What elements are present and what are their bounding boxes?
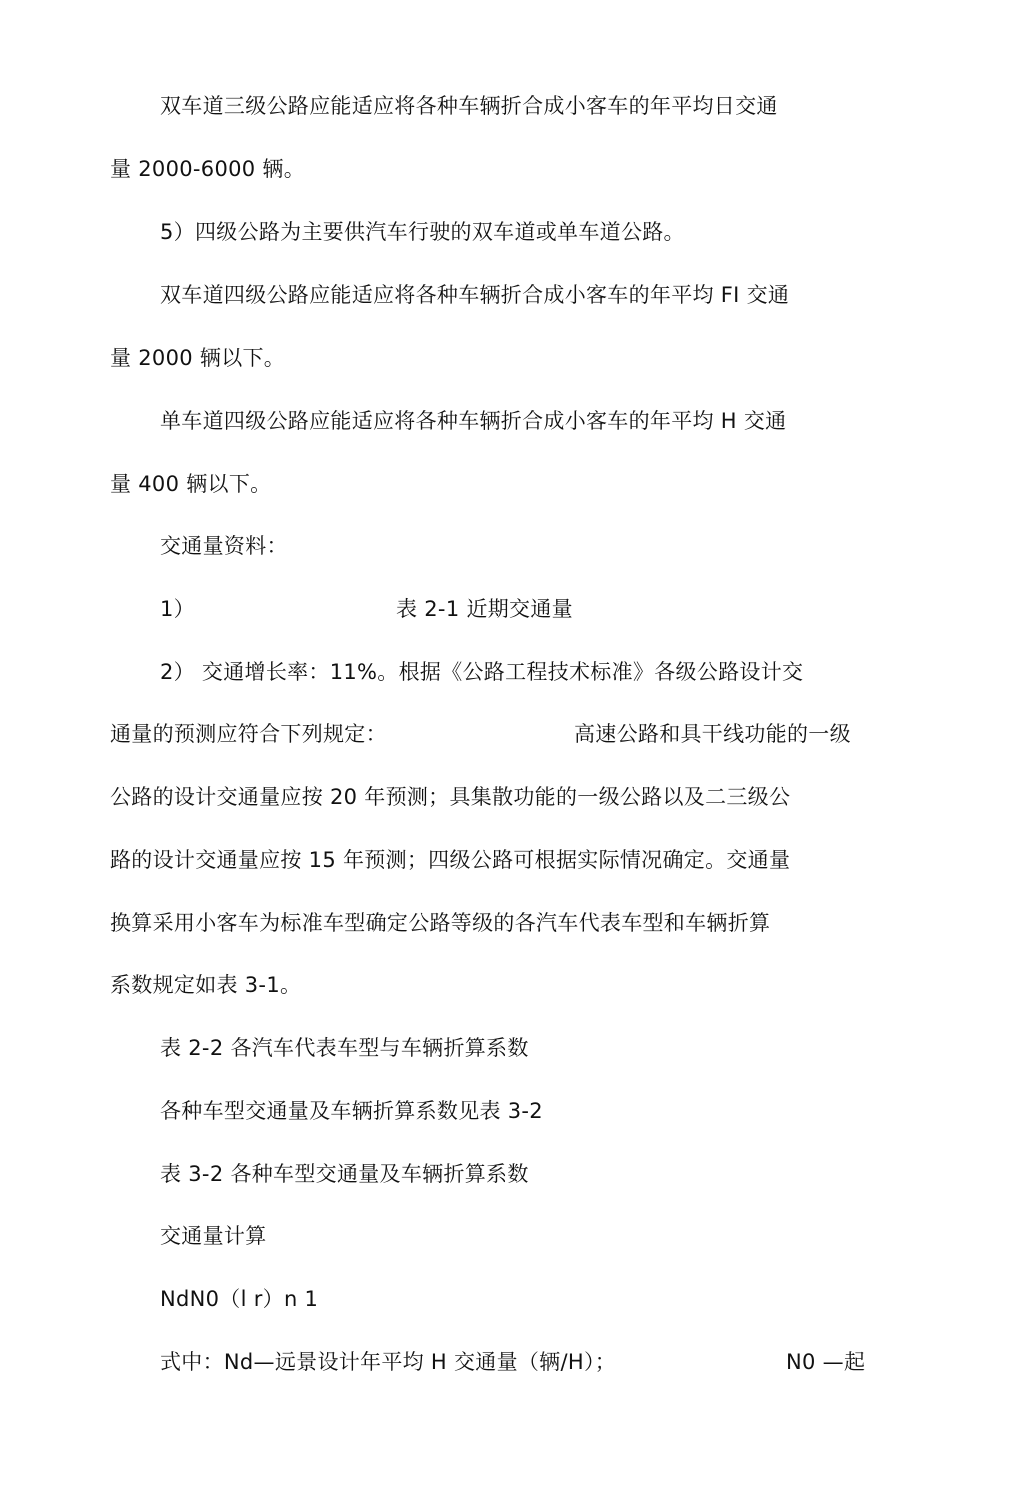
table-caption: 表 3-2 各种车型交通量及车辆折算系数 <box>160 1162 529 1186</box>
paragraph-line: 5）四级公路为主要供汽车行驶的双车道或单车道公路。 <box>160 220 685 244</box>
formula: NdN0（l r）n 1 <box>160 1287 319 1311</box>
paragraph-line: 交通量资料： <box>160 534 288 558</box>
paragraph-line: 高速公路和具干线功能的一级 <box>574 722 851 746</box>
paragraph-line: N0 —起 <box>786 1350 866 1374</box>
paragraph-line: 式中：Nd—远景设计年平均 H 交通量（辆/H）； <box>160 1350 617 1374</box>
paragraph-line: 量 2000 辆以下。 <box>110 346 286 370</box>
table-caption: 表 2-2 各汽车代表车型与车辆折算系数 <box>160 1036 529 1060</box>
paragraph-line: 2） 交通增长率：11%。根据《公路工程技术标准》各级公路设计交 <box>160 660 804 684</box>
paragraph-line: 公路的设计交通量应按 20 年预测；具集散功能的一级公路以及二三级公 <box>110 785 791 809</box>
paragraph-line: 通量的预测应符合下列规定： <box>110 722 387 746</box>
list-marker: 1） <box>160 597 195 621</box>
paragraph-line: 双车道三级公路应能适应将各种车辆折合成小客车的年平均日交通 <box>160 94 778 118</box>
paragraph-line: 路的设计交通量应按 15 年预测；四级公路可根据实际情况确定。交通量 <box>110 848 791 872</box>
paragraph-line: 量 2000-6000 辆。 <box>110 157 306 181</box>
paragraph-line: 换算采用小客车为标准车型确定公路等级的各汽车代表车型和车辆折算 <box>110 911 771 935</box>
section-heading: 交通量计算 <box>160 1224 267 1248</box>
paragraph-line: 单车道四级公路应能适应将各种车辆折合成小客车的年平均 H 交通 <box>160 409 787 433</box>
paragraph-line: 各种车型交通量及车辆折算系数见表 3-2 <box>160 1099 543 1123</box>
table-caption: 表 2-1 近期交通量 <box>396 597 573 621</box>
paragraph-line: 量 400 辆以下。 <box>110 472 272 496</box>
paragraph-line: 系数规定如表 3-1。 <box>110 973 302 997</box>
paragraph-line: 双车道四级公路应能适应将各种车辆折合成小客车的年平均 FI 交通 <box>160 283 790 307</box>
